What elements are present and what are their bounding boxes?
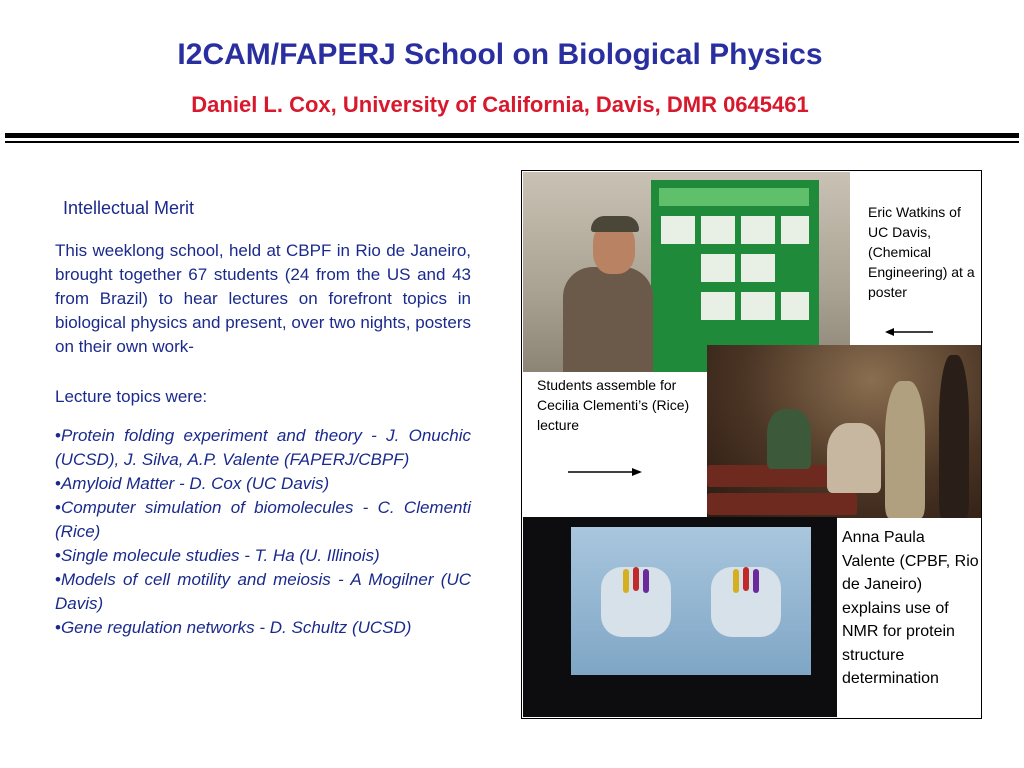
- bullet: •: [55, 546, 61, 565]
- bullet: •: [55, 498, 61, 517]
- bullet: •: [55, 426, 61, 445]
- divider-thin: [5, 141, 1019, 143]
- poster-header: [659, 188, 809, 206]
- topic-item: [55, 544, 471, 568]
- nmr-lecture-photo: [523, 517, 837, 717]
- caption-lecture-text: Students assemble for Cecilia Clementi’s (Rice): [537, 377, 690, 413]
- helix-stripe: [753, 569, 759, 593]
- poster-panel: [781, 292, 809, 320]
- topic-text: Single molecule studies - T. Ha (U. Illinois): [60, 546, 380, 565]
- poster-panel: [741, 216, 775, 244]
- poster-panel: [741, 292, 775, 320]
- poster-photo: [523, 172, 850, 372]
- poster-panel: [701, 254, 735, 282]
- topic-text: Protein folding experiment and theory - J. Onuchic (UCSD), J. Silva, A.P. Valente (FAPERJ/CBPF): [55, 426, 471, 469]
- helix-stripe: [733, 569, 739, 593]
- arrow-left-icon: [885, 327, 933, 337]
- helix-stripe: [633, 567, 639, 591]
- bullet: •: [55, 618, 61, 637]
- topic-item: [55, 568, 471, 616]
- topic-item: [55, 472, 471, 496]
- lecture-hall-photo: [707, 345, 981, 518]
- caption-lecture: [537, 375, 697, 435]
- arrow-right-icon: [568, 467, 642, 477]
- photo-panel: [521, 170, 982, 719]
- poster-panel: [701, 216, 735, 244]
- person-cap: [591, 216, 639, 232]
- topics-label: Lecture topics were:: [55, 387, 208, 406]
- poster-panel: [741, 254, 775, 282]
- topic-item: [55, 424, 471, 472]
- topic-item: [55, 496, 471, 544]
- poster-panel: [701, 292, 735, 320]
- person-body: [563, 267, 653, 372]
- topic-item: [55, 616, 471, 640]
- topic-text: Models of cell motility and meiosis - A Mogilner (UC Davis): [55, 570, 471, 613]
- poster-panel: [781, 216, 809, 244]
- topic-text: Computer simulation of biomolecules - C. Clementi (Rice): [55, 498, 471, 541]
- standing-figure: [939, 355, 969, 518]
- topics-list: [55, 424, 471, 640]
- poster-board: [651, 180, 819, 372]
- helix-stripe: [623, 569, 629, 593]
- standing-figure: [885, 381, 925, 518]
- seated-figure: [767, 409, 811, 469]
- projection-screen: [571, 527, 811, 675]
- bullet: •: [55, 474, 61, 493]
- caption-lecture-text-end: lecture: [537, 417, 580, 433]
- section-heading: Intellectual Merit: [63, 198, 195, 218]
- intro-paragraph: This weeklong school, held at CBPF in Rio de Janeiro, brought together 67 students (24 from the US and 43 from Brazil) to hear lectures on forefront topics in biological physics and present, over two nights, posters on their own work-: [55, 241, 471, 356]
- page-title: I2CAM/FAPERJ School on Biological Physics: [177, 38, 823, 71]
- poster-panel: [661, 216, 695, 244]
- left-column: [55, 196, 471, 640]
- topic-text: Gene regulation networks - D. Schultz (UCSD): [60, 618, 412, 637]
- caption-nmr: Anna Paula Valente (CPBF, Rio de Janeiro) explains use of NMR for protein structure determination: [842, 529, 979, 687]
- divider-thick: [5, 133, 1019, 138]
- helix-stripe: [643, 569, 649, 593]
- seat-row: [707, 493, 857, 515]
- seated-figure: [827, 423, 881, 493]
- caption-poster: Eric Watkins of UC Davis, (Chemical Engineering) at a poster: [868, 204, 975, 300]
- topic-text: Amyloid Matter - D. Cox (UC Davis): [60, 474, 330, 493]
- page-subtitle: Daniel L. Cox, University of California, Davis, DMR 0645461: [191, 92, 809, 117]
- bullet: •: [55, 570, 61, 589]
- helix-stripe: [743, 567, 749, 591]
